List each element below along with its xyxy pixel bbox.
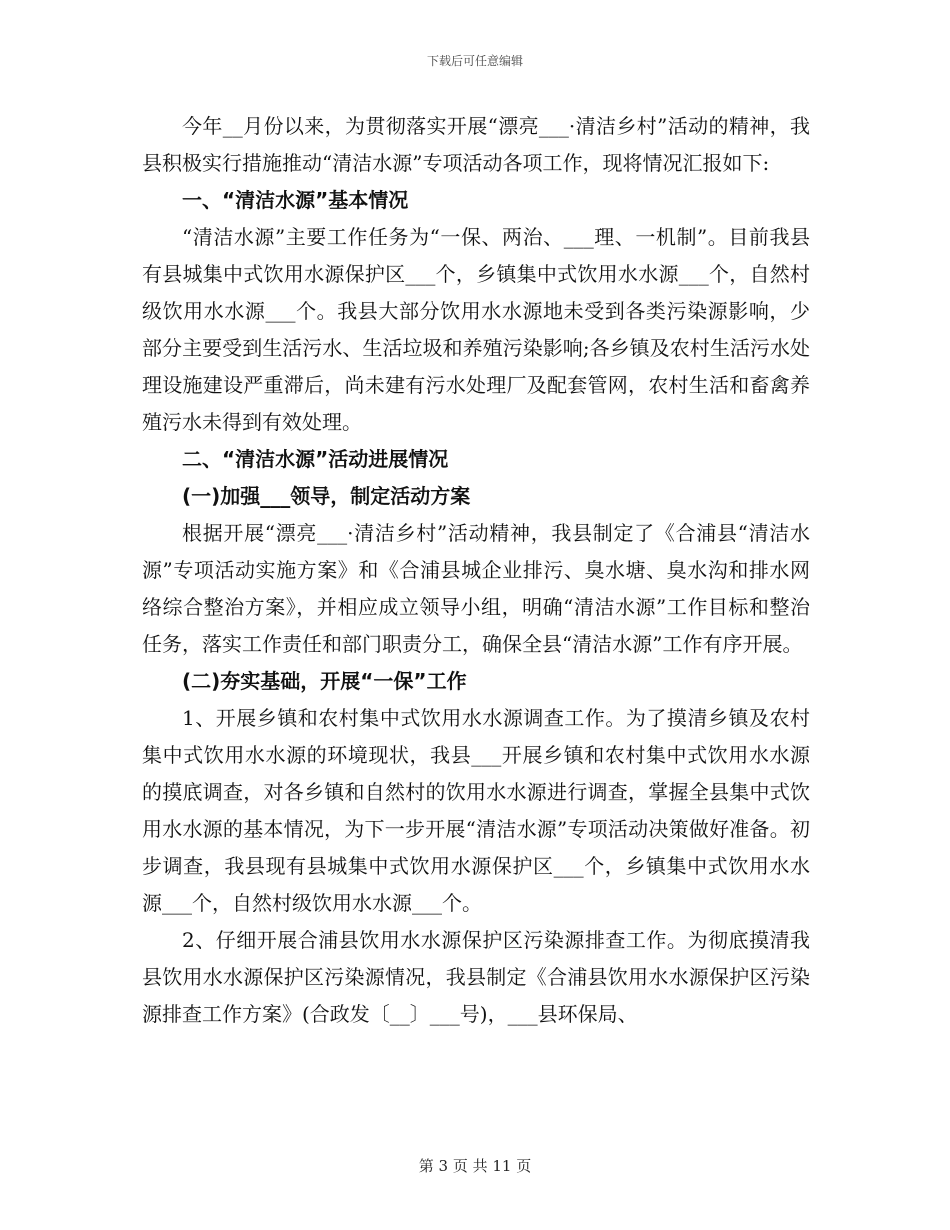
item1-paragraph: 1、开展乡镇和农村集中式饮用水水源调查工作。为了摸清乡镇及农村集中式饮用水水源的环境现状，我县___开展乡镇和农村集中式饮用水水源的摸底调查，对各乡镇和自然村的饮用水水源进行调查，掌握全县集中式饮用水水源的基本情况，为下一步开展“清洁水源”专项活动决策做好准备。初步调查，我县现有县城集中式饮用水源保护区___个，乡镇集中式饮用水水源___个，自然村级饮用水水源___个。: [142, 706, 810, 915]
section1-heading: 一、“清洁水源”基本情况: [182, 188, 409, 212]
section1-paragraph: “清洁水源”主要工作任务为“一保、两治、___理、一机制”。目前我县有县城集中式饮用水源保护区___个，乡镇集中式饮用水水源___个，自然村级饮用水水源___个。我县大部分饮用水水源地未受到各类污染源影响，少部分主要受到生活污水、生活垃圾和养殖污染影响;各乡镇及农村生活污水处理设施建设严重滞后，尚未建有污水处理厂及配套管网，农村生活和畜禽养殖污水未得到有效处理。: [142, 225, 810, 434]
subsection1-heading: (一)加强___领导，制定活动方案: [182, 484, 471, 508]
header-note: 下载后可任意编辑: [426, 54, 523, 68]
intro-paragraph: 今年__月份以来，为贯彻落实开展“漂亮___·清洁乡村”活动的精神，我县积极实行措施推动“清洁水源”专项活动各项工作，现将情况汇报如下:: [142, 114, 810, 175]
item2-paragraph: 2、仔细开展合浦县饮用水水源保护区污染源排查工作。为彻底摸清我县饮用水水源保护区污染源情况，我县制定《合浦县饮用水水源保护区污染源排查工作方案》(合政发〔__〕___号)，___县环保局、: [142, 928, 810, 1026]
document-body: [142, 108, 810, 1033]
subsection2-heading: (二)夯实基础，开展“一保”工作: [182, 669, 467, 693]
page-number: 第 3 页 共 11 页: [418, 1157, 532, 1175]
subsection1-paragraph: 根据开展“漂亮___·清洁乡村”活动精神，我县制定了《合浦县“清洁水源”专项活动实施方案》和《合浦县城企业排污、臭水塘、臭水沟和排水网络综合整治方案》，并相应成立领导小组，明确“清洁水源”工作目标和整治任务，落实工作责任和部门职责分工，确保全县“清洁水源”工作有序开展。: [142, 521, 810, 656]
section2-heading: 二、“清洁水源”活动进展情况: [182, 447, 449, 471]
